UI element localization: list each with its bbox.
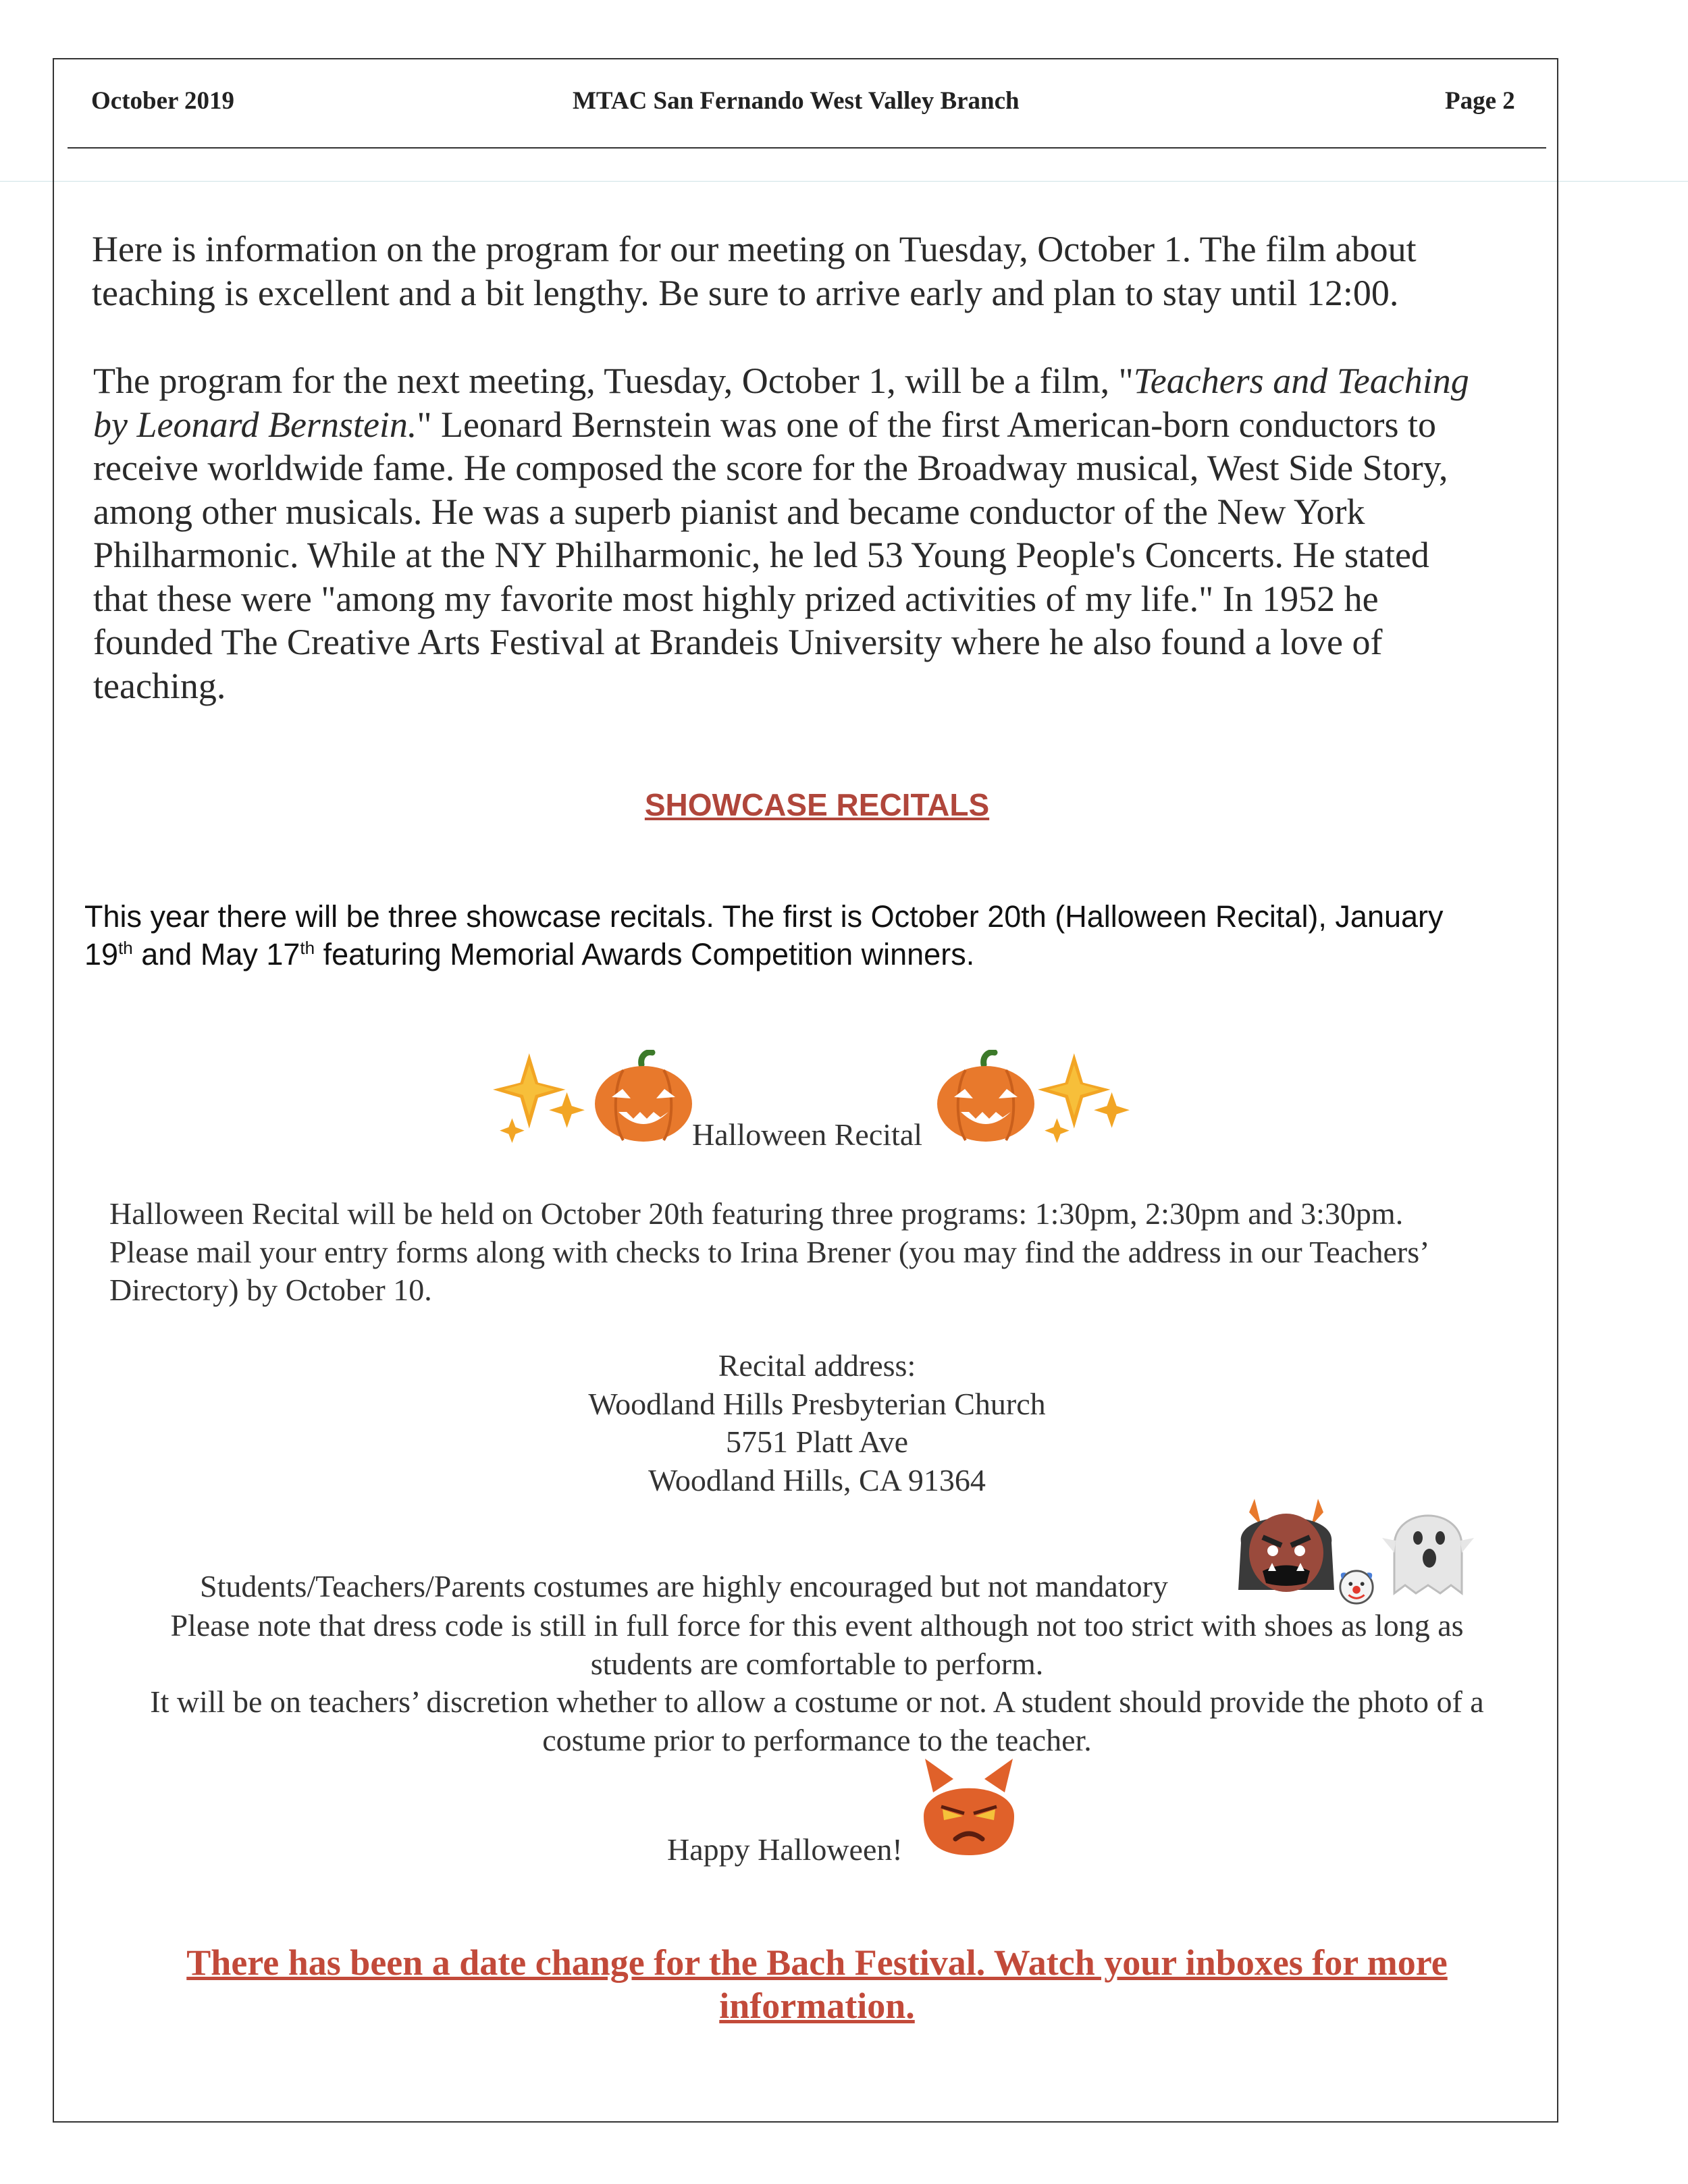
clown-face-icon [1337, 1566, 1376, 1605]
ghost-icon [1381, 1499, 1475, 1600]
details-line: Please mail your entry forms along with checks to Irina Brener (you may find the address in our Teachers’ [109, 1234, 1430, 1269]
ordinal-suffix: th [118, 938, 133, 958]
showcase-line: This year there will be three showcase recitals. The first is October 20th (Halloween Recital), January [84, 899, 1444, 934]
program-paragraph [93, 359, 1469, 708]
program-line: among other musicals. He was a superb pianist and became conductor of the New York [93, 491, 1365, 532]
notice-line: There has been a date change for the Bach Festival. Watch your inboxes for more [186, 1942, 1448, 1983]
dress-code-note [0, 1607, 1634, 1759]
address-label: Recital address: [718, 1348, 916, 1383]
program-line: founded The Creative Arts Festival at Brandeis University where he also found a love of [93, 622, 1383, 662]
program-line [93, 403, 1469, 447]
costume-line: Students/Teachers/Parents costumes are highly encouraged but not mandatory [200, 1569, 1168, 1603]
intro-line: Here is information on the program for our meeting on Tuesday, October 1. The film about [92, 229, 1417, 269]
dress-line: students are comfortable to perform. [590, 1646, 1044, 1681]
ordinal-suffix: th [300, 938, 315, 958]
discretion-line: It will be on teachers’ discretion whether to allow a costume or not. A student should provide the photo of a [150, 1684, 1484, 1719]
halloween-recital-title: Halloween Recital [692, 1117, 923, 1152]
address-city: Woodland Hills, CA 91364 [648, 1462, 986, 1497]
address-street: 5751 Platt Ave [725, 1424, 909, 1459]
date-number: 19 [84, 937, 119, 971]
header-divider [68, 147, 1546, 149]
ogre-icon [1236, 1495, 1337, 1597]
sparkles-icon [1036, 1050, 1132, 1146]
intro-paragraph [92, 228, 1417, 315]
details-line: Directory) by October 10. [109, 1273, 432, 1307]
discretion-line: costume prior to performance to the teacher. [542, 1722, 1092, 1757]
program-line: teaching. [93, 665, 226, 706]
details-line: Halloween Recital will be held on October 20th featuring three programs: 1:30pm, 2:30pm and 3:30pm. [109, 1196, 1404, 1231]
dress-line: Please note that dress code is still in full force for this event although not too strict with shoes as long as [170, 1608, 1464, 1643]
address-name: Woodland Hills Presbyterian Church [588, 1386, 1046, 1421]
film-title: by Leonard Bernstein. [93, 404, 417, 445]
showcase-text: and May 17 [132, 937, 300, 971]
program-line: Philharmonic. While at the NY Philharmonic, he led 53 Young People's Concerts. He stated [93, 535, 1429, 575]
program-line [93, 359, 1469, 403]
happy-halloween-greeting: Happy Halloween! [667, 1832, 903, 1867]
jack-o-lantern-icon [935, 1050, 1036, 1144]
smiling-devil-icon [918, 1755, 1020, 1857]
sparkles-icon [492, 1050, 587, 1146]
program-text: The program for the next meeting, Tuesday, October 1, will be a film, " [93, 361, 1134, 401]
header-page-number: Page 2 [1445, 87, 1515, 115]
program-line: that these were "among my favorite most highly prized activities of my life." In 1952 he [93, 578, 1379, 619]
intro-line: teaching is excellent and a bit lengthy. Be sure to arrive early and plan to stay until 12:00. [92, 272, 1399, 313]
film-title: Teachers and Teaching [1133, 361, 1469, 401]
showcase-paragraph [84, 898, 1570, 974]
recital-address [0, 1347, 1634, 1499]
showcase-line [84, 936, 1570, 974]
halloween-details [109, 1195, 1561, 1310]
showcase-text: featuring Memorial Awards Competition winners. [315, 937, 975, 971]
header-title: MTAC San Fernando West Valley Branch [573, 87, 1020, 115]
program-line: receive worldwide fame. He composed the score for the Broadway musical, West Side Story, [93, 448, 1448, 488]
showcase-heading: SHOWCASE RECITALS [644, 787, 990, 822]
notice-line: information. [719, 1986, 915, 2026]
bach-festival-notice [101, 1941, 1533, 2027]
jack-o-lantern-icon [593, 1050, 694, 1144]
program-text: " Leonard Bernstein was one of the first American-born conductors to [417, 404, 1437, 445]
header-date: October 2019 [91, 87, 235, 115]
